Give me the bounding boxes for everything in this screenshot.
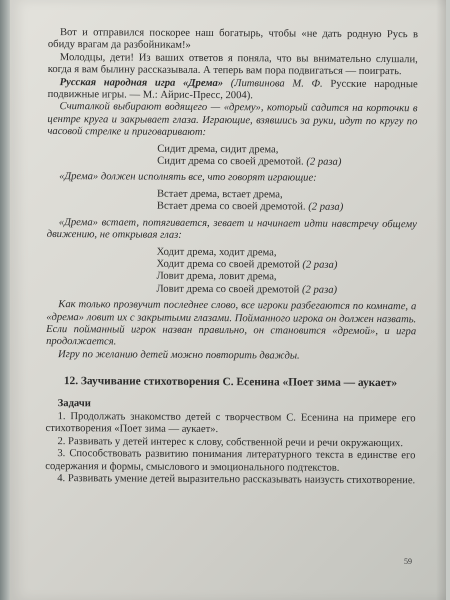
paragraph-1: Вот и отправился поскорее наш богатырь, чтобы «не дать родную Русь в обиду врагам да разбойникам!»: [47, 27, 418, 52]
verse-1-line-2-note: (2 раза): [306, 156, 342, 168]
section-title: 12. Заучивание стихотворения С. Есенина «Поет зима — аукает»: [63, 375, 398, 390]
verse-3-line-4-note: (2 раза): [301, 284, 338, 296]
game-source-rest: Русские народные подвижные игры. — М.: Айрис-Пресс, 2004).: [47, 78, 418, 102]
page-number: 59: [404, 557, 412, 566]
task-2: 2. Развивать у детей интерес к слову, собственной речи и речи окружающих.: [57, 435, 404, 449]
verse-2-line-1: Встает дрема, встает дрема,: [156, 188, 283, 201]
verse-2-line-2-note: (2 раза): [308, 201, 344, 214]
task-3: 3. Способствовать развитию понимания литературного текста в единстве его содержания и формы, смыслового и эмоционального подтекстов.: [45, 448, 416, 474]
task-1: 1. Продолжать знакомство детей с творчеством С. Есенина на примере его стихотворения «Поет зима — аукает».: [45, 411, 416, 436]
game-source-author: (Литвинова М. Ф.: [230, 77, 323, 90]
page-edge-shadow: [436, 0, 446, 600]
verse-1-line-2: [157, 156, 417, 170]
instruction-5: Игру по желанию детей можно повторить дважды.: [57, 348, 300, 362]
instruction-3: «Дрема» встает, потягивается, зевает и начинает идти навстречу общему движению, не открывая глаз:: [46, 216, 417, 241]
task-4: 4. Развивать умение детей выразительно рассказывать наизусть стихотворение.: [57, 473, 416, 487]
verse-2: [157, 189, 417, 215]
verse-2-line-2: [157, 201, 417, 215]
book-page: [10, 0, 446, 600]
verse-3: [156, 246, 416, 297]
verse-1-line-1: Сидит дрема, сидит дрема,: [157, 143, 279, 156]
tasks-heading: Задачи: [57, 397, 91, 409]
verse-3-line-1: Ходит дрема, ходит дрема,: [156, 246, 277, 258]
game-reference: [48, 77, 418, 104]
game-title: Русская народная игра «Дрема»: [59, 76, 224, 89]
verse-3-line-3: Ловит дрема, ловит дрема,: [156, 270, 277, 283]
instruction-2: «Дрема» должен исполнять все, что говорят играющие:: [59, 171, 317, 185]
paragraph-2: Молодцы, дети! Из ваших ответов я поняла, что вы внимательно слушали, когда я вам былину рассказывала. А теперь вам пора подвигаться — поиграть.: [47, 51, 418, 78]
verse-3-line-4: [156, 283, 416, 297]
verse-2-line-2-text: Встает дрема со своей дремотой.: [156, 200, 306, 213]
instruction-4: Как только прозвучит последнее слово, все игроки разбегаются по комнате, а «дрема» ловит их с закрытыми глазами. Пойманного игрока он должен назвать. Если пойманный игрок назван правильно, он становится «дремой», и игра продолжается.: [46, 299, 417, 348]
verse-3-line-2-note: (2 раза): [302, 259, 338, 271]
page-content: [45, 27, 418, 488]
verse-3-line-4-text: Ловит дрема со своей дремотой: [156, 283, 300, 296]
instruction-1: Считалкой выбирают водящего — «дрему», который садится на корточки в центре круга и закрывает глаза. Играющие, взявшись за руки, идут по кругу по часовой стрелке и приговаривают:: [47, 101, 418, 139]
verse-1: [157, 143, 417, 169]
verse-1-line-2-text: Сидит дрема со своей дремотой.: [157, 155, 304, 168]
verse-3-line-2-text: Ходит дрема со своей дремотой: [156, 258, 300, 271]
